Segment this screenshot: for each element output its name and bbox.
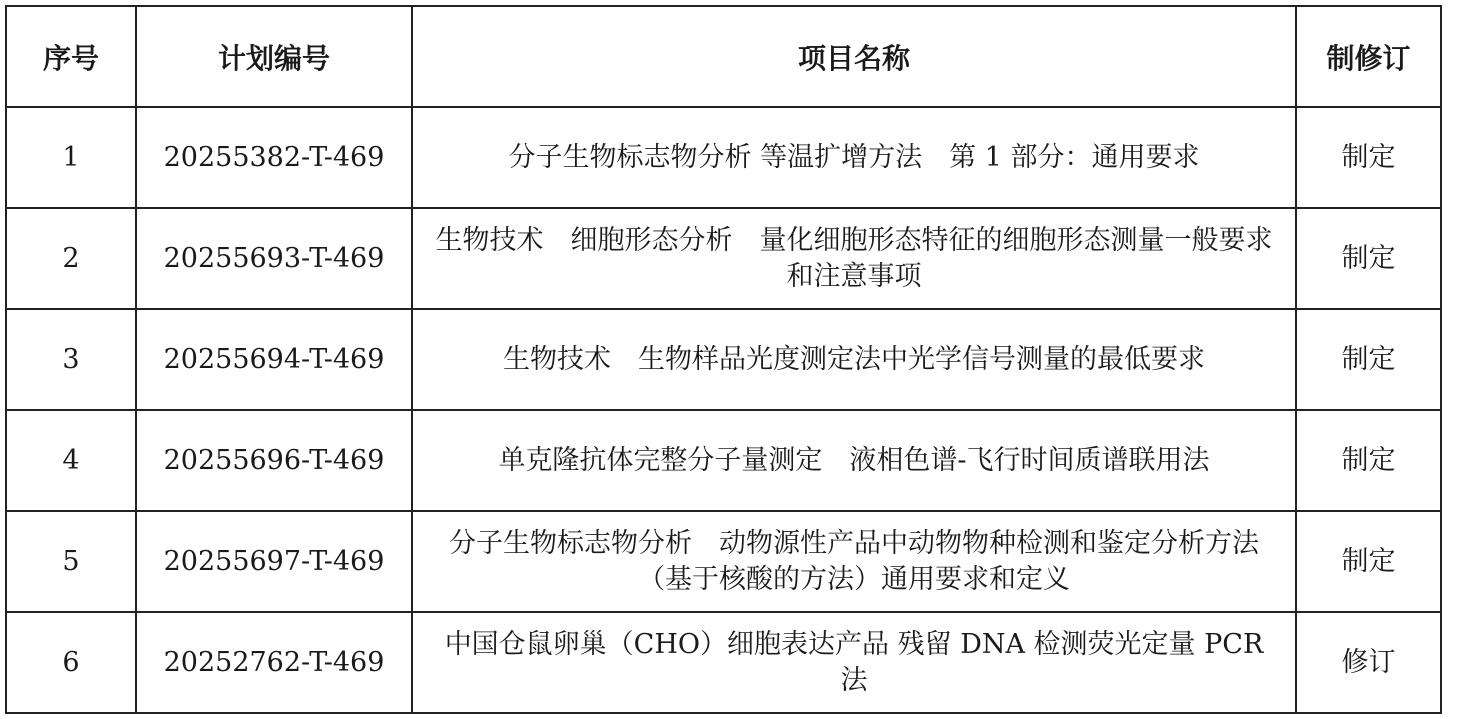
- cell-revision-type: 制定: [1296, 410, 1441, 511]
- cell-plan-number: 20255697-T-469: [136, 511, 412, 612]
- table-header-row: [6, 6, 1441, 107]
- cell-revision-type: 制定: [1296, 309, 1441, 410]
- cell-plan-number: 20255382-T-469: [136, 107, 412, 208]
- cell-project-name: 生物技术 生物样品光度测定法中光学信号测量的最低要求: [412, 309, 1296, 410]
- cell-plan-number: 20255696-T-469: [136, 410, 412, 511]
- cell-seq: 1: [6, 107, 136, 208]
- cell-seq: 6: [6, 612, 136, 713]
- table-row: [6, 511, 1441, 612]
- table-row: [6, 208, 1441, 309]
- header-plan-number: 计划编号: [136, 6, 412, 107]
- cell-seq: 5: [6, 511, 136, 612]
- cell-revision-type: 修订: [1296, 612, 1441, 713]
- cell-plan-number: 20255693-T-469: [136, 208, 412, 309]
- cell-revision-type: 制定: [1296, 107, 1441, 208]
- cell-project-name: 中国仓鼠卵巢（CHO）细胞表达产品 残留 DNA 检测荧光定量 PCR 法: [412, 612, 1296, 713]
- table-row: [6, 107, 1441, 208]
- cell-project-name: 生物技术 细胞形态分析 量化细胞形态特征的细胞形态测量一般要求和注意事项: [412, 208, 1296, 309]
- cell-plan-number: 20252762-T-469: [136, 612, 412, 713]
- standards-table: [5, 5, 1442, 714]
- cell-revision-type: 制定: [1296, 208, 1441, 309]
- table-row: [6, 410, 1441, 511]
- header-seq: 序号: [6, 6, 136, 107]
- table-row: [6, 309, 1441, 410]
- header-project-name: 项目名称: [412, 6, 1296, 107]
- cell-project-name: 分子生物标志物分析 动物源性产品中动物物种检测和鉴定分析方法（基于核酸的方法）通用要求和定义: [412, 511, 1296, 612]
- cell-seq: 4: [6, 410, 136, 511]
- cell-project-name: 分子生物标志物分析 等温扩增方法 第 1 部分：通用要求: [412, 107, 1296, 208]
- cell-seq: 3: [6, 309, 136, 410]
- table-row: [6, 612, 1441, 713]
- cell-plan-number: 20255694-T-469: [136, 309, 412, 410]
- header-revision-type: 制修订: [1296, 6, 1441, 107]
- cell-revision-type: 制定: [1296, 511, 1441, 612]
- cell-project-name: 单克隆抗体完整分子量测定 液相色谱-飞行时间质谱联用法: [412, 410, 1296, 511]
- cell-seq: 2: [6, 208, 136, 309]
- standards-table-container: [5, 5, 1442, 714]
